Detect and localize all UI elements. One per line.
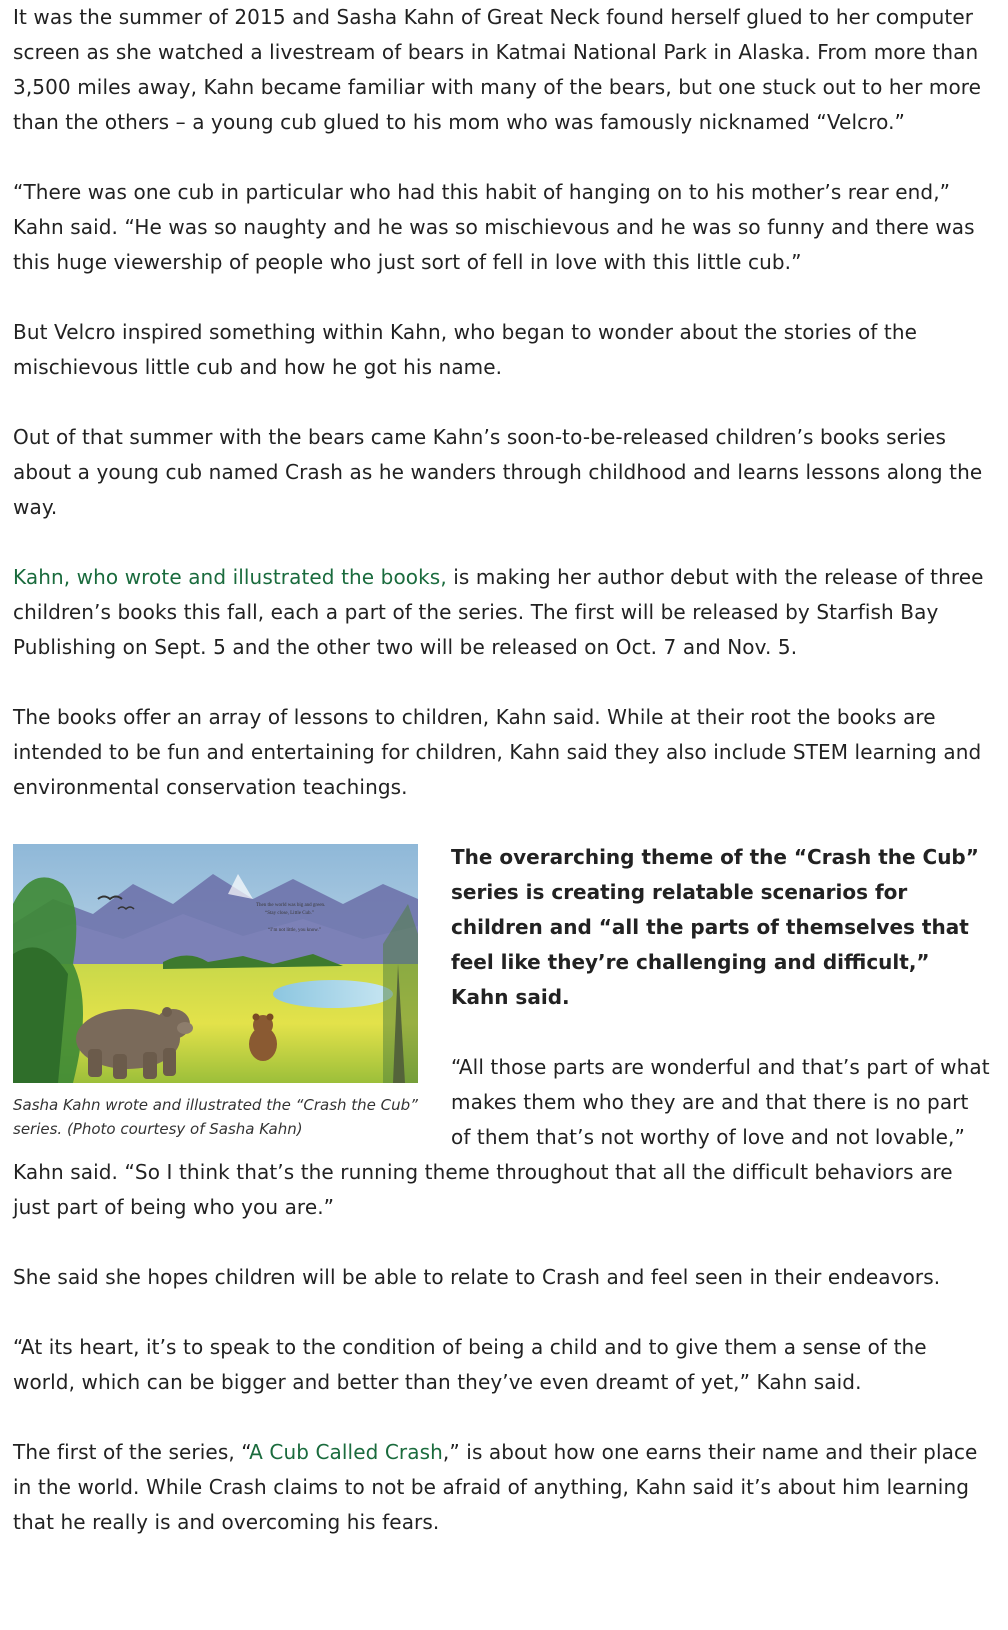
author-link[interactable]: Kahn, who wrote and illustrated the books, bbox=[13, 565, 447, 589]
paragraph-heart-quote: “At its heart, it’s to speak to the condition of being a child and to give them a sense of the world, which can be bigger and better than they’ve even dreamt of yet,” Kahn said. bbox=[13, 1335, 927, 1394]
figure bbox=[13, 844, 418, 1141]
paragraph-author-debut-text: is making her author debut with the release of three children’s books this fall, each a part of the series. The first will be released by Starfish Bay Publishing on Sept. 5 and the other two will be released on Oct. 7 and Nov. 5. bbox=[13, 565, 984, 659]
paragraph-first-book bbox=[13, 1435, 990, 1540]
book-title-link[interactable]: A Cub Called Crash bbox=[249, 1440, 443, 1464]
paragraph-quote-cub: “There was one cub in particular who had this habit of hanging on to his mother’s rear end,” Kahn said. “He was so naughty and he was so mischievous and he was so funny and there was this huge viewership of people who just sort of fell in love with this little cub.” bbox=[13, 180, 975, 274]
paragraph-lessons: The books offer an array of lessons to children, Kahn said. While at their root the books are intended to be fun and entertaining for children, Kahn said they also include STEM learning and environmental conservation teachings. bbox=[13, 705, 982, 799]
paragraph-intro: It was the summer of 2015 and Sasha Kahn of Great Neck found herself glued to her computer screen as she watched a livestream of bears in Katmai National Park in Alaska. From more than 3,500 miles away, Kahn became familiar with many of the bears, but one stuck out to her more than the others – a young cub glued to his mom who was famously nicknamed “Velcro.” bbox=[13, 5, 982, 134]
paragraph-first-book-intro: The first of the series, “ bbox=[13, 1440, 250, 1464]
paragraph-velcro-inspired: But Velcro inspired something within Kahn, who began to wonder about the stories of the mischievous little cub and how he got his name. bbox=[13, 320, 918, 379]
paragraph-relate: She said she hopes children will be able to relate to Crash and feel seen in their endeavors. bbox=[13, 1265, 941, 1289]
book-text-line-3: “I’m not little, you know.” bbox=[268, 928, 321, 933]
paragraph-first-book-text: ,” is about how one earns their name and their place in the world. While Crash claims to not be afraid of anything, Kahn said it’s about him learning that he really is and overcoming his fears. bbox=[13, 1440, 978, 1534]
figure-block bbox=[13, 840, 990, 1225]
book-illustration-image bbox=[13, 844, 418, 1083]
paragraph-lovable-quote: “All those parts are wonderful and that’s part of what makes them who they are and that there is no part of them that’s not worthy of love and not lovable,” Kahn said. “So I think that’s the running theme throughout that all the difficult behaviors are just part of being who you are.” bbox=[13, 1055, 990, 1219]
book-text-line-2: “Stay close, Little Cub.” bbox=[265, 911, 315, 916]
paragraph-author-debut bbox=[13, 560, 990, 665]
pull-quote: The overarching theme of the “Crash the Cub” series is creating relatable scenarios for children and “all the parts of themselves that feel like they’re challenging and difficult,” Kahn said. bbox=[451, 845, 979, 1009]
book-text-line-1: Then the world was big and green. bbox=[256, 903, 326, 908]
paragraph-book-series: Out of that summer with the bears came Kahn’s soon-to-be-released children’s books series about a young cub named Crash as he wanders through childhood and learns lessons along the way. bbox=[13, 425, 983, 519]
figure-caption: Sasha Kahn wrote and illustrated the “Crash the Cub” series. (Photo courtesy of Sasha Kahn) bbox=[13, 1096, 418, 1138]
